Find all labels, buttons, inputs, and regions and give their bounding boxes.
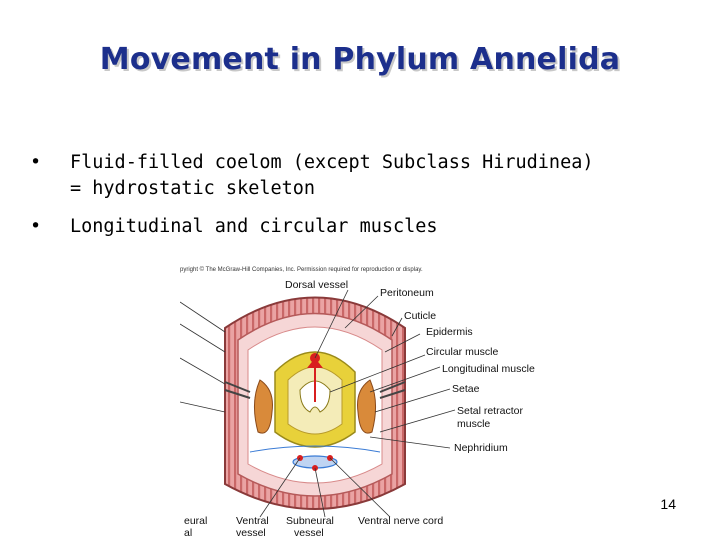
page-number: 14: [660, 496, 676, 512]
label-ventral-vessel: Ventral: [236, 515, 269, 527]
label-cuticle: Cuticle: [404, 310, 437, 322]
bullet-list: [30, 150, 700, 252]
label-circular-muscle: Circular muscle: [426, 346, 499, 358]
bullet-text-continued: = hydrostatic skeleton: [70, 178, 316, 199]
bullet-text: Fluid-filled coelom (except Subclass Hirudinea): [70, 152, 594, 173]
bullet-item: [30, 214, 700, 240]
slide-title: Movement in Phylum Annelida: [99, 42, 621, 77]
label-subneural-vessel-2: vessel: [294, 527, 324, 539]
annelid-cross-section-illustration: [180, 262, 630, 540]
label-setal-retractor-muscle: muscle: [457, 418, 491, 430]
label-epidermis: Epidermis: [426, 326, 473, 338]
label-ventral-vessel-2: vessel: [236, 527, 266, 539]
annelid-cross-section-figure: [180, 262, 630, 540]
label-nephridium: Nephridium: [454, 442, 508, 454]
label-dorsal-vessel: Dorsal vessel: [285, 279, 349, 291]
label-neural-cut: eural: [184, 515, 208, 527]
label-subneural-vessel: Subneural: [286, 515, 334, 527]
label-longitudinal-muscle: Longitudinal muscle: [442, 363, 535, 375]
label-ventral-nerve-cord: Ventral nerve cord: [358, 515, 444, 527]
bullet-text: Longitudinal and circular muscles: [70, 216, 438, 237]
bullet-item: [30, 150, 700, 202]
bullet-dot: •: [30, 216, 42, 237]
label-setal-retractor: Setal retractor: [457, 405, 523, 417]
label-peritoneum: Peritoneum: [380, 287, 434, 299]
label-neural-cut-2: al: [184, 527, 193, 539]
bullet-dot: •: [30, 152, 42, 173]
copyright-notice: pyright © The McGraw-Hill Companies, Inc. Permission required for reproduction or display.: [180, 267, 423, 273]
intestine: [275, 352, 355, 447]
label-setae: Setae: [452, 383, 480, 395]
